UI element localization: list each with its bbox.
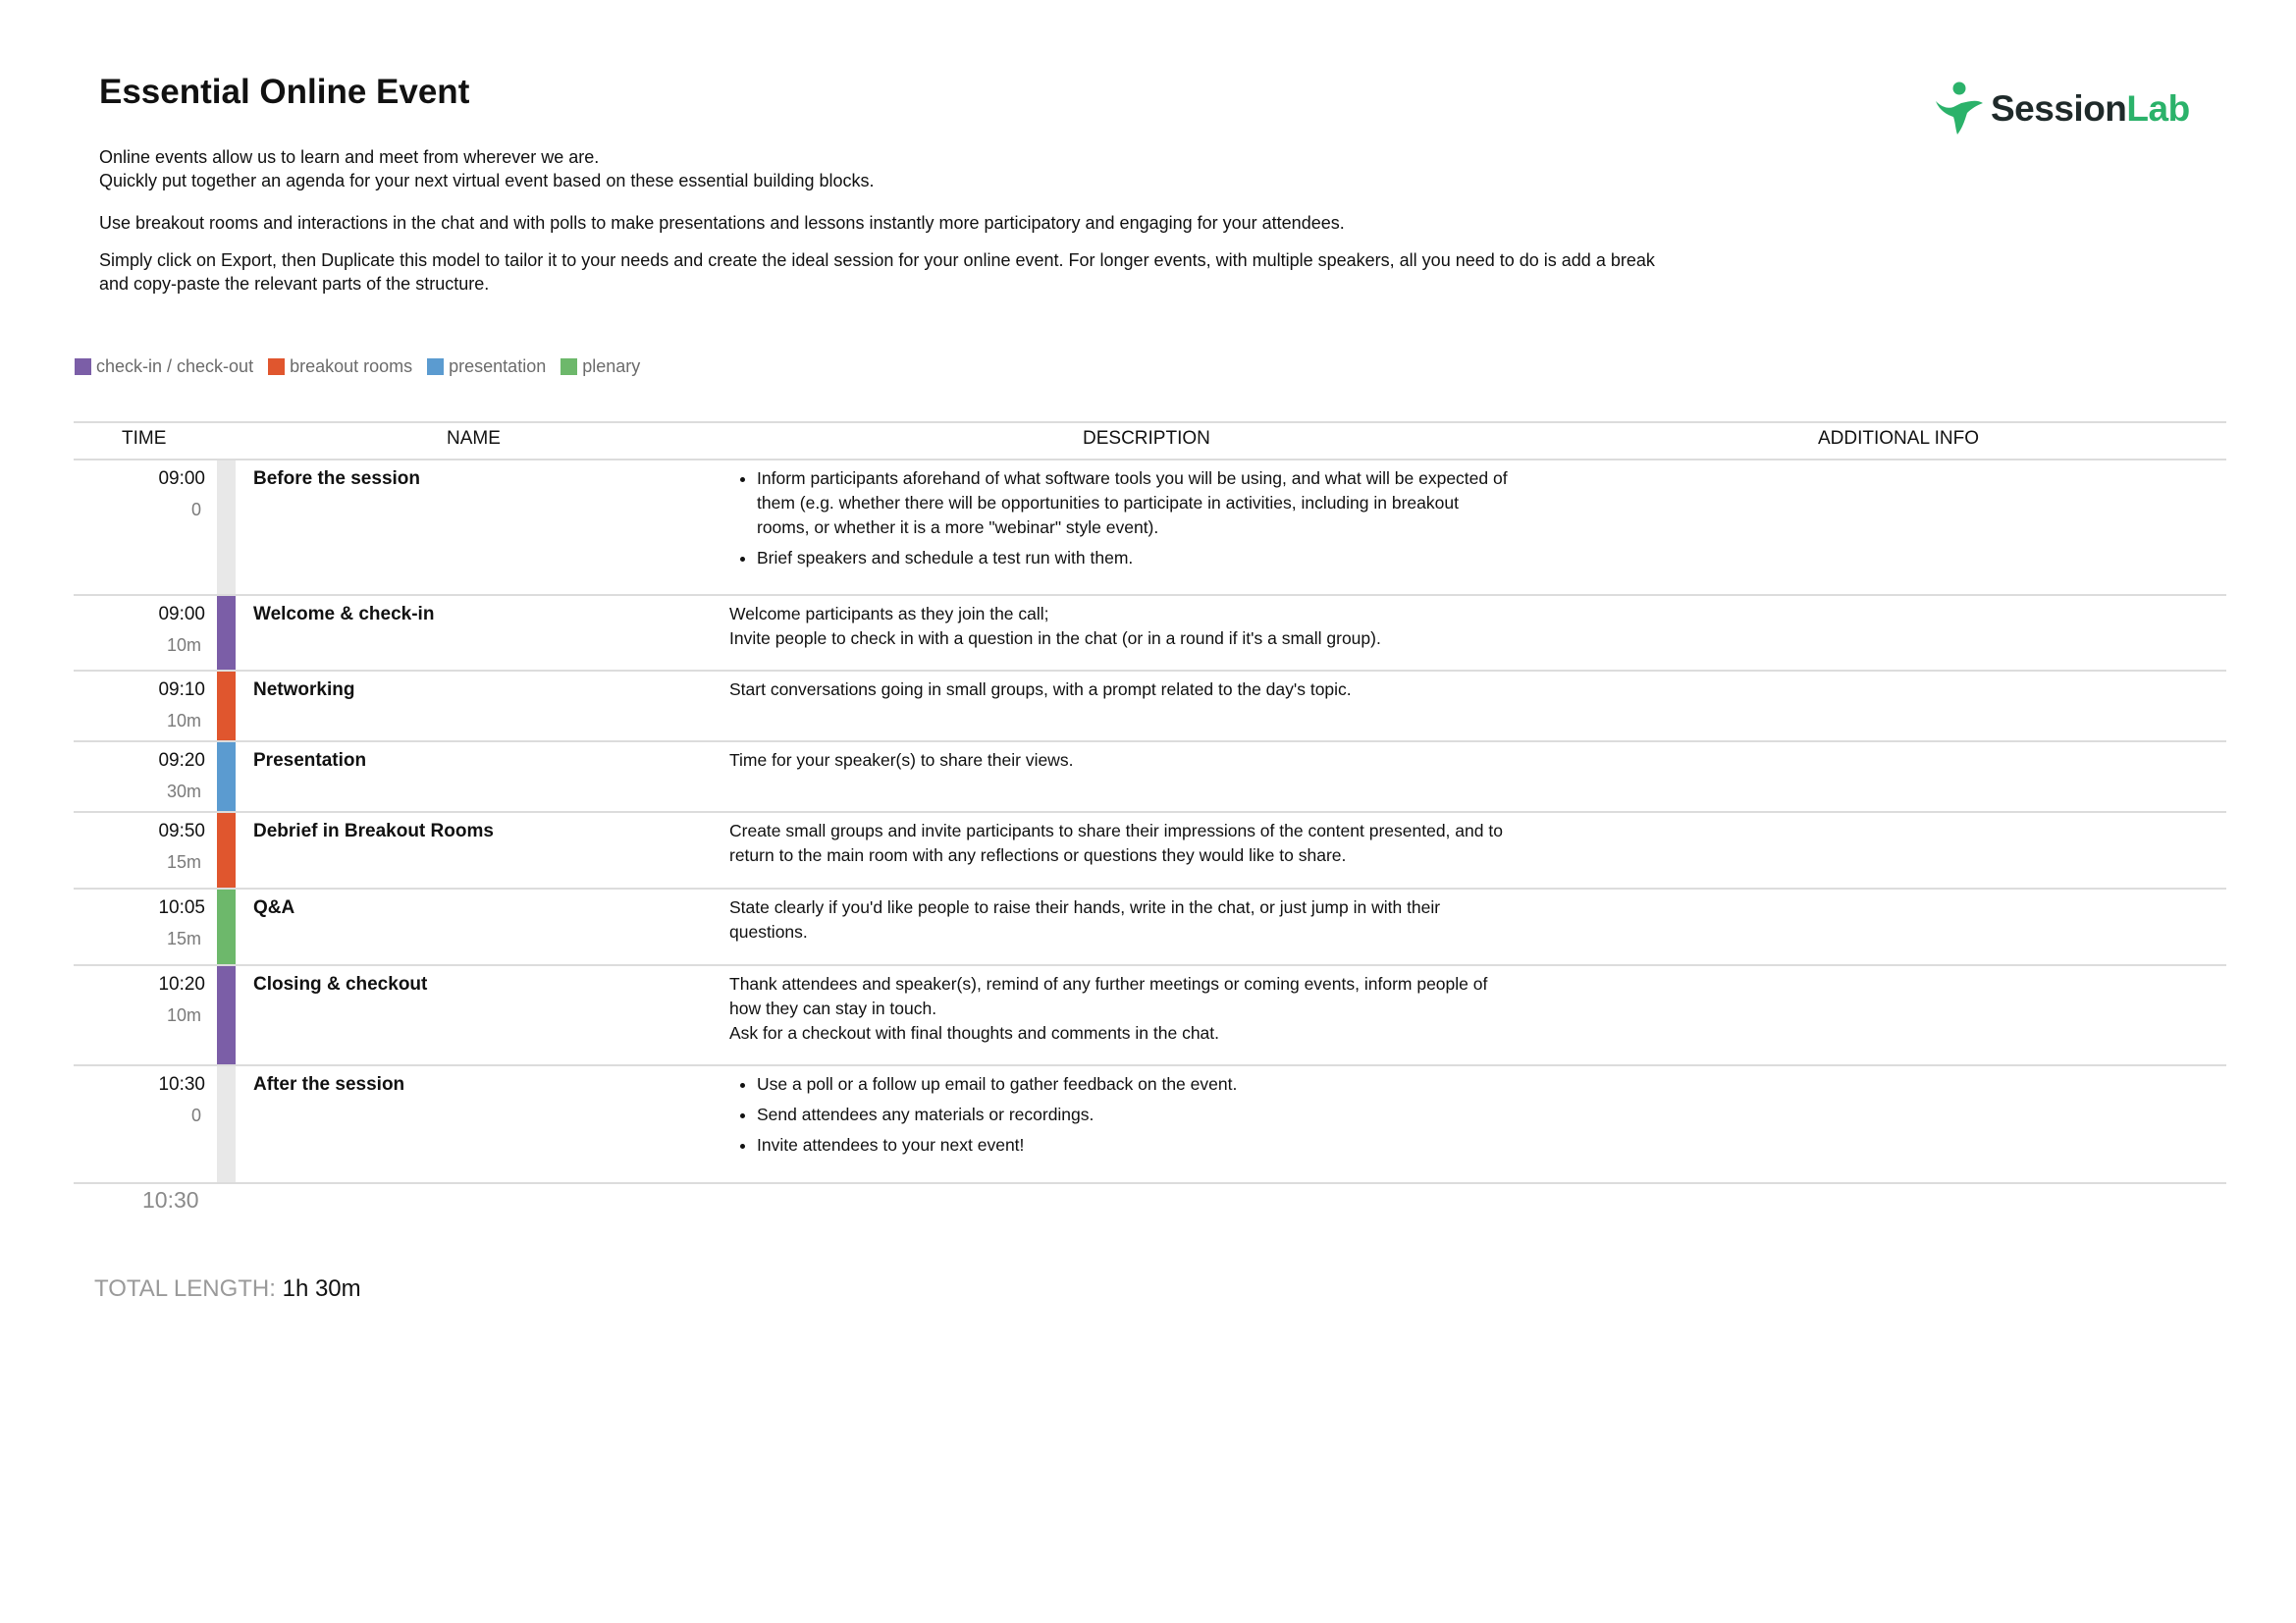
description-text: Time for your speaker(s) to share their views. [729, 750, 1074, 770]
category-legend [75, 356, 655, 377]
row-description [729, 466, 1652, 576]
intro-paragraph-1: Online events allow us to learn and meet from wherever we are. Quickly put together an agenda for your next virtual event based on these essential building blocks. [99, 147, 875, 190]
description-text: Welcome participants as they join the call; Invite people to check in with a question in the chat (or in a round if it's a small group). [729, 604, 1381, 648]
legend-swatch [268, 358, 285, 375]
row-category-bar [217, 672, 236, 740]
row-description [729, 602, 1652, 651]
row-block-name[interactable]: Presentation [253, 750, 367, 771]
legend-swatch [427, 358, 444, 375]
header-name: NAME [447, 428, 501, 449]
description-bullet-list [729, 1072, 1652, 1158]
row-category-bar [217, 742, 236, 811]
legend-label: check-in / check-out [96, 356, 254, 376]
page-title: Essential Online Event [99, 73, 470, 111]
description-text: Start conversations going in small groups, with a prompt related to the day's topic. [729, 679, 1352, 699]
legend-label: plenary [582, 356, 641, 376]
row-duration: 15m [166, 852, 201, 872]
legend-item-check-in [75, 356, 253, 377]
row-duration: 10m [166, 635, 201, 655]
legend-label: presentation [449, 356, 547, 376]
row-description [729, 677, 1652, 702]
sessionlab-logo[interactable] [1932, 77, 2190, 141]
agenda-row[interactable] [74, 672, 2226, 740]
row-category-bar [217, 813, 236, 888]
row-start-time: 09:20 [158, 750, 205, 771]
agenda-row[interactable] [74, 1066, 2226, 1182]
row-start-time: 09:50 [158, 821, 205, 841]
agenda-row[interactable] [74, 596, 2226, 670]
row-start-time: 10:20 [158, 974, 205, 995]
row-block-name[interactable]: Networking [253, 679, 355, 700]
legend-swatch [561, 358, 577, 375]
row-start-time: 09:00 [158, 468, 205, 489]
row-block-name[interactable]: Closing & checkout [253, 974, 428, 995]
row-duration: 0 [190, 1106, 201, 1125]
description-bullet: • Invite attendees to your next event! [757, 1133, 1652, 1158]
row-block-name[interactable]: Welcome & check-in [253, 604, 435, 624]
row-start-time: 10:30 [158, 1074, 205, 1095]
row-description [729, 748, 1652, 773]
intro-paragraph-2: Use breakout rooms and interactions in the chat and with polls to make presentations and lessons instantly more participatory and engaging for your attendees. [99, 213, 1345, 233]
total-length-value: 1h 30m [282, 1275, 361, 1302]
agenda-row[interactable] [74, 742, 2226, 811]
legend-label: breakout rooms [290, 356, 413, 376]
row-duration: 30m [166, 782, 201, 801]
legend-swatch [75, 358, 91, 375]
description-text: State clearly if you'd like people to raise their hands, write in the chat, or just jump in with their questions. [729, 897, 1441, 942]
row-description [729, 972, 1652, 1046]
header-additional-info: ADDITIONAL INFO [1818, 428, 1979, 449]
row-duration: 10m [166, 711, 201, 730]
description-bullet: • Send attendees any materials or recordings. [757, 1103, 1652, 1127]
row-start-time: 09:00 [158, 604, 205, 624]
description-bullet: • Brief speakers and schedule a test run with them. [757, 546, 1652, 570]
logo-wordmark: SessionLab [1991, 88, 2190, 129]
row-category-bar [217, 966, 236, 1064]
row-divider [74, 1182, 2226, 1184]
row-description [729, 819, 1652, 868]
description-text: Thank attendees and speaker(s), remind of any further meetings or coming events, inform people of how they can stay in touch. Ask for a checkout with final thoughts and comments in the chat. [729, 974, 1488, 1043]
description-text: Create small groups and invite participants to share their impressions of the content presented, and to return to the main room with any reflections or questions they would like to share. [729, 821, 1503, 865]
row-category-bar [217, 460, 236, 594]
total-length-label: TOTAL LENGTH: [94, 1275, 276, 1302]
agenda-row[interactable] [74, 813, 2226, 888]
row-description [729, 895, 1652, 945]
row-category-bar [217, 596, 236, 670]
description-bullet: • Use a poll or a follow up email to gather feedback on the event. [757, 1072, 1652, 1097]
header-description: DESCRIPTION [1083, 428, 1210, 449]
row-block-name[interactable]: Debrief in Breakout Rooms [253, 821, 494, 841]
table-top-rule [74, 421, 2226, 423]
row-category-bar [217, 890, 236, 964]
legend-item-breakout [268, 356, 412, 377]
sessionlab-figure-icon [1932, 80, 1987, 138]
description-bullet: • Inform participants aforehand of what software tools you will be using, and what will be expected of them (e.g. whether there will be opportunities to participate in activities, including in breakout rooms, or whether it is a more "webinar" style event). [757, 466, 1652, 540]
row-block-name[interactable]: Q&A [253, 897, 295, 918]
agenda-row[interactable] [74, 966, 2226, 1064]
legend-item-presentation [427, 356, 546, 377]
row-duration: 0 [190, 500, 201, 519]
end-time: 10:30 [142, 1187, 199, 1213]
agenda-row[interactable] [74, 890, 2226, 964]
row-block-name[interactable]: Before the session [253, 468, 420, 489]
agenda-row[interactable] [74, 460, 2226, 594]
header-time: TIME [122, 428, 167, 449]
row-duration: 10m [166, 1005, 201, 1025]
row-duration: 15m [166, 929, 201, 948]
row-description [729, 1072, 1652, 1163]
total-length [94, 1275, 361, 1303]
intro-paragraph-3: Simply click on Export, then Duplicate this model to tailor it to your needs and create the ideal session for your online event. For longer events, with multiple speakers, all you need to do is add a break and copy-paste the relevant parts of the structure. [99, 250, 1655, 294]
description-bullet-list [729, 466, 1652, 570]
row-block-name[interactable]: After the session [253, 1074, 405, 1095]
row-start-time: 09:10 [158, 679, 205, 700]
legend-item-plenary [561, 356, 640, 377]
row-category-bar [217, 1066, 236, 1182]
row-start-time: 10:05 [158, 897, 205, 918]
